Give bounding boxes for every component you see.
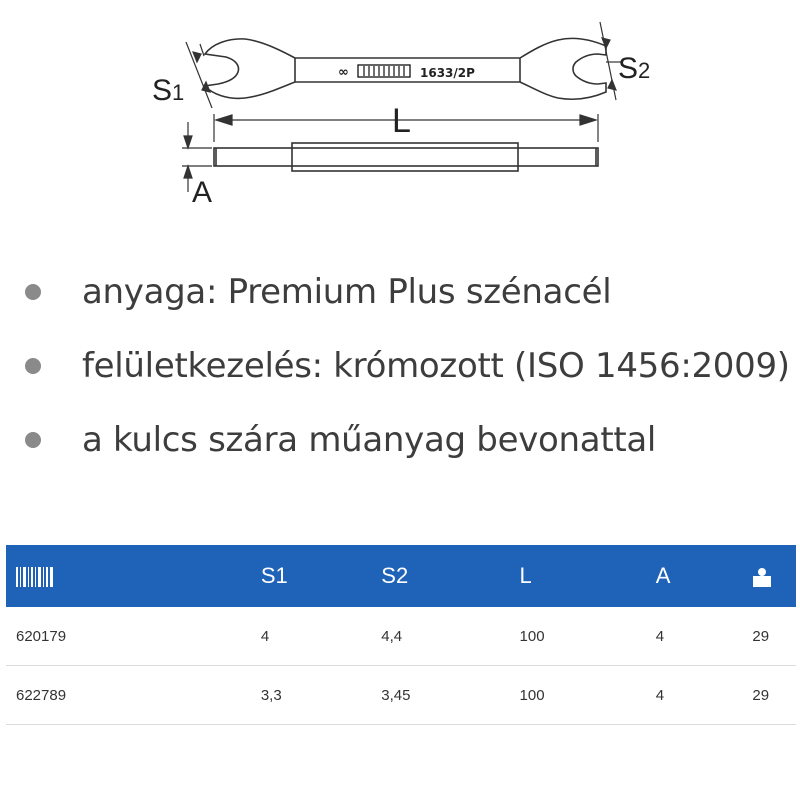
header-a: A — [655, 563, 671, 588]
cell-a: 4 — [656, 607, 753, 666]
cell-l: 100 — [520, 666, 656, 725]
table-row — [6, 607, 796, 666]
header-code — [6, 545, 261, 607]
wrench-side-view — [214, 148, 598, 166]
feature-item — [0, 262, 800, 336]
cell-code: 620179 — [6, 607, 261, 666]
bullet-icon — [25, 284, 41, 300]
header-s1: S1 — [260, 563, 288, 588]
thickness-label: A — [192, 176, 213, 209]
length-label: L — [392, 102, 411, 140]
cell-s1: 4 — [261, 607, 381, 666]
table-header-row — [6, 545, 796, 607]
feature-text: anyaga: Premium Plus szénacél — [82, 272, 612, 312]
feature-list — [0, 262, 800, 484]
weight-icon — [752, 567, 772, 587]
bullet-icon — [25, 432, 41, 448]
feature-text: a kulcs szára műanyag bevonattal — [82, 420, 657, 460]
cell-code: 622789 — [6, 666, 261, 725]
cell-a: 4 — [656, 666, 753, 725]
wrench-diagram — [0, 0, 800, 230]
bullet-icon — [25, 358, 41, 374]
s1-label: S1 — [152, 74, 185, 107]
header-s2: S2 — [381, 563, 409, 588]
wrench-top-view — [205, 38, 606, 99]
feature-item — [0, 410, 800, 484]
feature-text: felületkezelés: krómozott (ISO 1456:2009) — [82, 346, 790, 386]
cell-s1: 3,3 — [261, 666, 381, 725]
feature-item — [0, 336, 800, 410]
header-weight — [752, 545, 796, 607]
cell-weight: 29 — [752, 607, 796, 666]
table-row — [6, 666, 796, 725]
barcode-icon — [16, 567, 54, 587]
s2-label: S2 — [618, 52, 651, 85]
technical-drawing — [0, 0, 800, 230]
cell-s2: 4,4 — [381, 607, 519, 666]
svg-text:∞: ∞ — [338, 65, 349, 80]
engraving-text: 1633/2P — [420, 66, 475, 80]
engraving — [338, 65, 475, 80]
cell-weight: 29 — [752, 666, 796, 725]
spec-table — [6, 545, 796, 725]
header-l: L — [519, 563, 532, 588]
cell-l: 100 — [520, 607, 656, 666]
cell-s2: 3,45 — [381, 666, 519, 725]
